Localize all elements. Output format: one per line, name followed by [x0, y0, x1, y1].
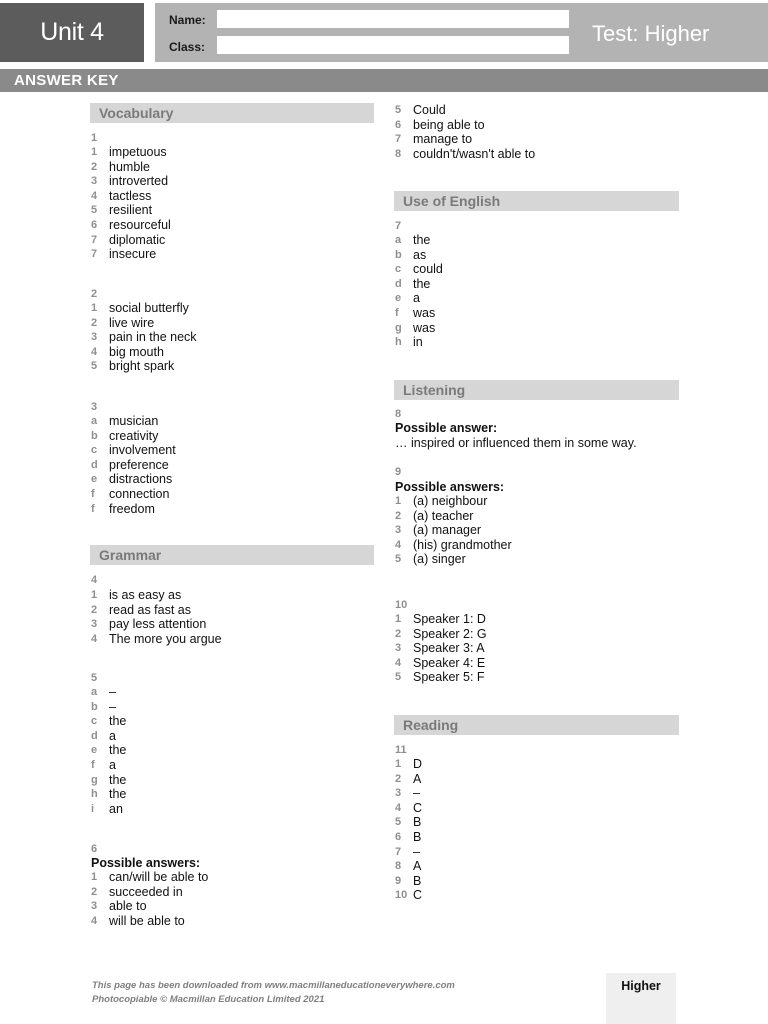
- answer-text: big mouth: [109, 344, 164, 359]
- answer-key: e: [91, 473, 98, 486]
- level-badge: Higher: [606, 973, 676, 1024]
- answer-key: f: [91, 502, 95, 515]
- answer-key: h: [91, 788, 98, 801]
- answer-text: live wire: [109, 315, 155, 330]
- answer-key: d: [395, 277, 402, 290]
- answer-key: 4: [395, 538, 402, 551]
- download-notice: This page has been downloaded from www.macmillaneducationeverywhere.com: [92, 980, 455, 991]
- answer-text: (a) neighbour: [413, 494, 488, 508]
- answer-key: c: [91, 444, 98, 457]
- answer-key: 2: [395, 772, 402, 785]
- answer-text: C: [413, 800, 423, 815]
- answer-key: 5: [91, 360, 98, 373]
- answer-text: manage to: [413, 132, 473, 147]
- possible-answers-label: Possible answers:: [395, 480, 505, 494]
- answer-text: as: [413, 247, 427, 262]
- answer-key: c: [91, 715, 98, 728]
- exercise-number: 6: [91, 843, 98, 855]
- answer-key: 4: [91, 914, 98, 927]
- answer-text: B: [413, 830, 422, 844]
- exercise-number: 7: [395, 220, 402, 232]
- answer-key: d: [91, 729, 98, 742]
- exercise-number: 10: [395, 599, 408, 611]
- answer-key: 4: [395, 656, 402, 669]
- answer-key: 2: [91, 885, 98, 898]
- answer-key: f: [91, 488, 95, 500]
- answer-text: Speaker 5: F: [413, 670, 485, 685]
- answer-key: 4: [395, 801, 402, 814]
- answer-text: a: [109, 758, 116, 772]
- exercise-8-answer: … inspired or influenced them in some way.: [395, 436, 637, 450]
- exercise-number: 1: [91, 132, 98, 144]
- answer-key: 4: [91, 345, 98, 358]
- answer-text: succeeded in: [109, 884, 183, 899]
- answer-key: a: [395, 234, 402, 246]
- answer-text: the: [413, 276, 431, 291]
- possible-answer-label: Possible answer:: [395, 421, 498, 435]
- answer-text: C: [413, 888, 423, 903]
- answer-text: pain in the neck: [109, 330, 197, 345]
- answer-key: 7: [91, 233, 98, 246]
- answer-key: 5: [395, 104, 402, 116]
- answer-text: was: [413, 306, 436, 320]
- name-field[interactable]: [217, 10, 569, 28]
- answer-text: –: [109, 685, 116, 699]
- answer-text: was: [413, 320, 436, 335]
- answer-key: 3: [91, 331, 98, 344]
- section-use-of-english: Use of English: [394, 191, 679, 211]
- exercise-number: 8: [395, 408, 402, 420]
- answer-key: b: [91, 700, 98, 713]
- answer-key: 8: [395, 147, 402, 160]
- answer-key: 8: [395, 860, 402, 873]
- answer-text: preference: [109, 457, 169, 472]
- answer-text: tactless: [109, 188, 152, 203]
- answer-key-banner: ANSWER KEY: [0, 69, 768, 92]
- answer-key: 5: [91, 204, 98, 217]
- answer-text: –: [413, 844, 420, 859]
- answer-key: 6: [395, 831, 402, 843]
- answer-text: is as easy as: [109, 588, 182, 602]
- class-label: Class:: [169, 40, 206, 54]
- answer-key: 6: [395, 118, 402, 131]
- exercise-number: 2: [91, 288, 98, 300]
- answer-text: Speaker 4: E: [413, 655, 486, 670]
- answer-key: 3: [395, 787, 402, 800]
- answer-text: bright spark: [109, 359, 175, 374]
- answer-text: the: [109, 787, 127, 802]
- answer-text: A: [413, 859, 422, 874]
- answer-key: 1: [91, 871, 98, 883]
- answer-text: the: [413, 233, 431, 247]
- answer-key: 2: [395, 509, 402, 522]
- answer-key: 1: [91, 302, 98, 314]
- answer-text: resilient: [109, 203, 153, 218]
- answer-key: 2: [91, 160, 98, 173]
- answer-key: 3: [91, 175, 98, 188]
- answer-key: c: [395, 263, 402, 276]
- answer-key: 7: [395, 133, 402, 146]
- answer-key: d: [91, 458, 98, 471]
- answer-text: humble: [109, 159, 150, 174]
- answer-text: Speaker 3: A: [413, 641, 485, 656]
- answer-key: 2: [395, 627, 402, 640]
- answer-text: diplomatic: [109, 232, 166, 247]
- answer-text: will be able to: [109, 913, 185, 928]
- answer-key: 3: [91, 900, 98, 913]
- unit-title: Unit 4: [0, 3, 144, 62]
- answer-text: the: [109, 772, 127, 787]
- answer-key: e: [91, 744, 98, 757]
- answer-text: (a) teacher: [413, 508, 474, 523]
- answer-text: Could: [413, 103, 446, 117]
- answer-text: pay less attention: [109, 617, 207, 632]
- answer-text: the: [109, 743, 127, 758]
- answer-key: f: [91, 759, 95, 771]
- answer-text: Speaker 1: D: [413, 612, 486, 626]
- answer-key: 1: [395, 613, 402, 625]
- answer-key: g: [91, 773, 98, 786]
- section-listening: Listening: [394, 380, 679, 400]
- answer-key: 3: [395, 642, 402, 655]
- answer-text: B: [413, 815, 422, 830]
- answer-key: 5: [395, 816, 402, 829]
- answer-key: e: [395, 292, 402, 305]
- answer-text: in: [413, 335, 423, 350]
- answer-text: distractions: [109, 472, 173, 487]
- answer-key: h: [395, 336, 402, 349]
- answer-text: musician: [109, 414, 159, 428]
- answer-text: D: [413, 757, 423, 771]
- section-vocabulary: Vocabulary: [90, 103, 374, 123]
- answer-text: (his) grandmother: [413, 537, 512, 552]
- answer-key: 7: [91, 248, 98, 261]
- section-reading: Reading: [394, 715, 679, 735]
- answer-text: couldn't/wasn't able to: [413, 146, 536, 161]
- answer-key: g: [395, 321, 402, 334]
- answer-key: 1: [91, 589, 98, 601]
- test-title: Test: Higher: [592, 21, 710, 46]
- answer-text: Speaker 2: G: [413, 626, 487, 641]
- answer-key: a: [91, 686, 98, 698]
- answer-key: b: [395, 248, 402, 261]
- answer-key: 1: [91, 146, 98, 158]
- answer-text: involvement: [109, 443, 176, 458]
- copyright-notice: Photocopiable © Macmillan Education Limited 2021: [92, 994, 325, 1005]
- name-label: Name:: [169, 13, 206, 27]
- answer-text: (a) manager: [413, 523, 482, 538]
- exercise-number: 3: [91, 401, 98, 413]
- answer-key: 10: [395, 889, 408, 902]
- answer-text: (a) singer: [413, 552, 466, 567]
- exercise-number: 11: [395, 744, 407, 756]
- answer-text: creativity: [109, 428, 159, 443]
- answer-text: social butterfly: [109, 301, 189, 315]
- answer-text: an: [109, 801, 123, 816]
- answer-text: read as fast as: [109, 602, 191, 617]
- answer-text: resourceful: [109, 218, 171, 232]
- answer-text: –: [109, 699, 116, 714]
- answer-text: B: [413, 873, 422, 888]
- answer-text: a: [413, 291, 420, 306]
- answer-key: f: [395, 307, 399, 319]
- answer-text: a: [109, 728, 116, 743]
- answer-text: The more you argue: [109, 631, 222, 646]
- answer-key: 7: [395, 845, 402, 858]
- answer-text: could: [413, 262, 443, 277]
- answer-text: can/will be able to: [109, 870, 209, 884]
- answer-key: 4: [91, 632, 98, 645]
- answer-key: 2: [91, 316, 98, 329]
- answer-text: being able to: [413, 117, 485, 132]
- answer-key: i: [91, 802, 95, 815]
- answer-text: introverted: [109, 174, 169, 189]
- answer-text: A: [413, 771, 422, 786]
- answer-text: –: [413, 786, 420, 801]
- class-field[interactable]: [217, 36, 569, 54]
- answer-key: 1: [395, 758, 402, 770]
- answer-text: connection: [109, 487, 170, 501]
- answer-key: 4: [91, 189, 98, 202]
- answer-key: 6: [91, 219, 98, 231]
- exercise-number: 9: [395, 466, 402, 478]
- answer-key: 3: [395, 524, 402, 537]
- header-bar: [155, 3, 768, 62]
- answer-key: 5: [395, 553, 402, 566]
- answer-text: freedom: [109, 501, 155, 516]
- answer-text: impetuous: [109, 145, 167, 159]
- answer-text: the: [109, 714, 127, 729]
- answer-key: b: [91, 429, 98, 442]
- section-grammar: Grammar: [90, 545, 374, 565]
- possible-answers-label: Possible answers:: [91, 856, 201, 870]
- answer-key: 3: [91, 618, 98, 631]
- exercise-number: 4: [91, 574, 98, 586]
- answer-text: able to: [109, 899, 147, 914]
- answer-text: insecure: [109, 247, 157, 262]
- exercise-number: 5: [91, 672, 98, 684]
- answer-key: 9: [395, 874, 402, 887]
- answer-key: a: [91, 415, 98, 427]
- answer-key: 5: [395, 671, 402, 684]
- answer-key: 2: [91, 603, 98, 616]
- answer-key: 1: [395, 495, 402, 507]
